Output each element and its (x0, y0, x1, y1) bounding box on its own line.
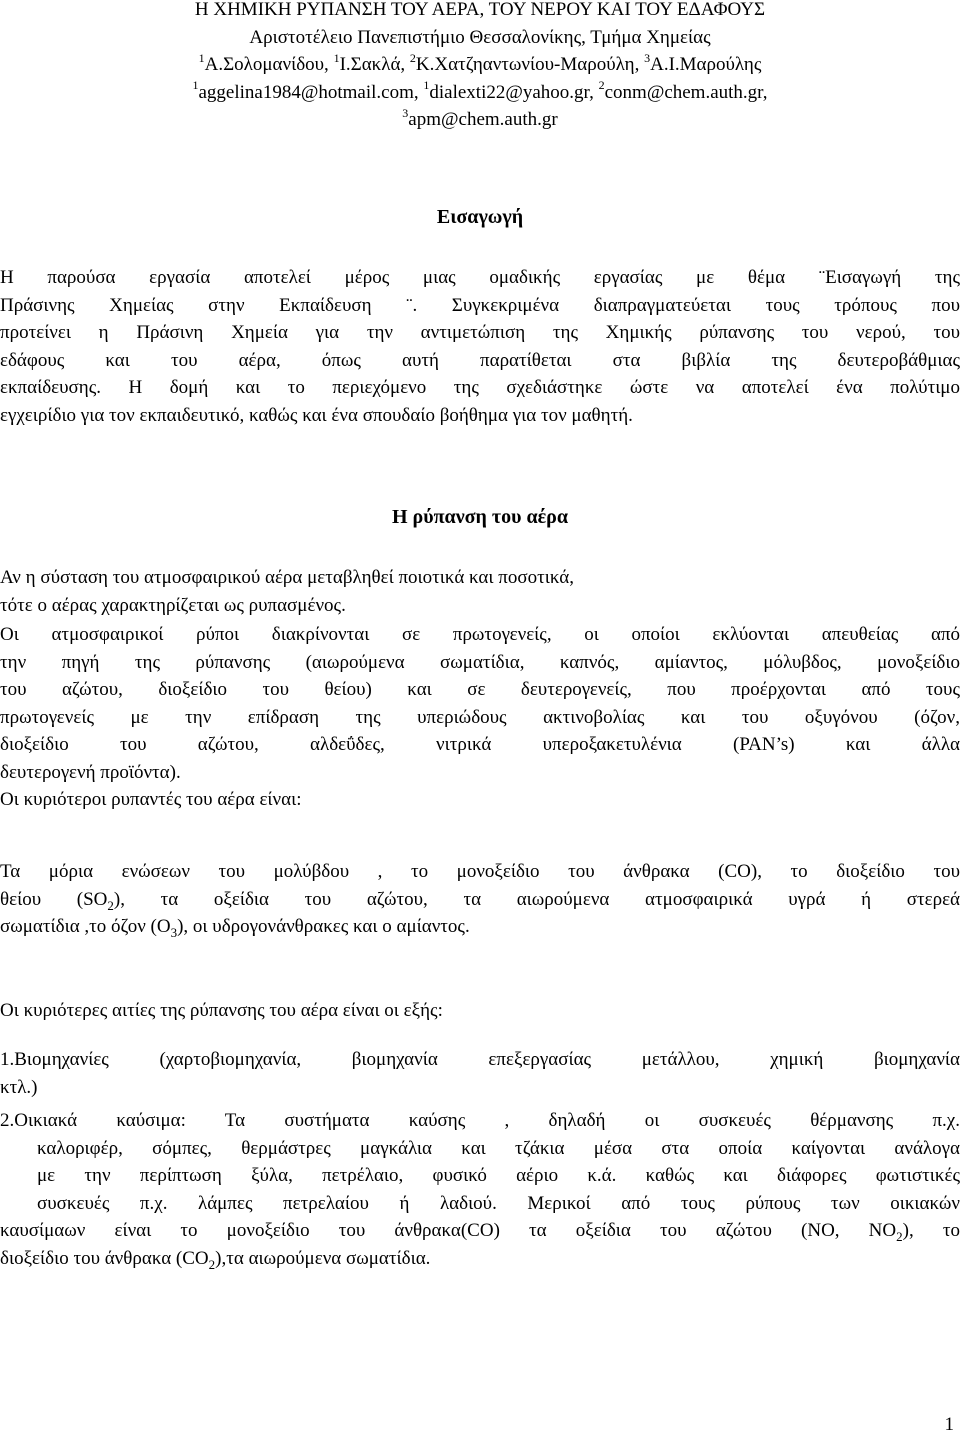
text-run: ), οι υδρογονάνθρακες και ο αμίαντος. (177, 916, 470, 937)
author-name: Κ.Χατζηαντωνίου-Μαρούλη, (415, 54, 645, 75)
text-line: Αν η σύσταση του ατμοσφαιρικού αέρα μεταβληθεί ποιοτικά και ποσοτικά, (0, 567, 574, 588)
text-line: συσκευές π.χ. λάμπες πετρελαίου ή λαδιού. Μερικοί από τους ρύπους των οικιακών (37, 1192, 960, 1214)
author-name: Α.Σολομανίδου, (204, 54, 334, 75)
text-line: Τα μόρια ενώσεων του μολύβδου , το μονοξείδιο του άνθρακα (CO), το διοξείδιο του (0, 861, 960, 882)
subscript: 2 (208, 1256, 216, 1272)
text-run: σωματίδια ,το όζον (O (0, 916, 171, 937)
email-sup: 3 (402, 105, 409, 120)
email-link[interactable]: aggelina1984@hotmail.com, (198, 81, 424, 103)
text-run: καυσίμαων είναι το μονοξείδιο του άνθρακα(CO) τα οξείδια του αζώτου (NO, NO (0, 1220, 897, 1241)
subscript: 2 (107, 897, 114, 913)
pollutants-paragraph (0, 621, 960, 814)
text-line: εδάφους και του αέρα, όπως αυτή παρατίθεται στα βιβλία της δευτεροβάθμιας (0, 349, 960, 371)
email-sup: 1 (192, 78, 199, 93)
text-line: κτλ.) (0, 1076, 38, 1098)
page-number: 1 (944, 1414, 954, 1435)
email-link[interactable]: apm@chem.auth.gr (408, 109, 558, 130)
subscript: 3 (170, 924, 178, 940)
paper-header (0, 0, 960, 134)
email-link[interactable]: dialexti22@yahoo.gr, (429, 81, 599, 103)
author-name: Α.Ι.Μαρούλης (650, 54, 762, 75)
text-line: καλοριφέρ, σόμπες, θερμάστρες μαγκάλια και τζάκια μέσα στα οποία καίγονται ανάλογα (37, 1137, 960, 1159)
text-line: τότε ο αέρας χαρακτηρίζεται ως ρυπασμένος. (0, 594, 346, 616)
text-line: διοξείδιο του αζώτου, αλδεΰδες, νιτρικά υπεροξακετυλένια (PAN’s) και άλλα (0, 734, 960, 755)
email-list (0, 79, 960, 107)
text-line: Οι ατμοσφαιρικοί ρύποι διακρίνονται σε πρωτογενείς, οι οποίοι εκλύονται απευθείας από (0, 624, 960, 645)
text-line: 2.Οικιακά καύσιμα: Τα συστήματα καύσης , δηλαδή οι συσκευές θέρμανσης π.χ. (0, 1110, 960, 1131)
email-list-2 (0, 106, 960, 134)
main-pollutants-paragraph (0, 858, 960, 941)
intro-heading: Εισαγωγή (436, 206, 524, 228)
affiliation: Αριστοτέλειο Πανεπιστήμιο Θεσσαλονίκης, Τμήμα Χημείας (249, 26, 711, 48)
text-run: θείου (SO (0, 888, 108, 910)
air-pollution-heading: Η ρύπανση του αέρα (391, 506, 569, 528)
text-line: εκπαίδευσης. Η δομή και το περιεχόμενο της σχεδιάστηκε ώστε να αποτελεί ένα πολύτιμο (0, 377, 960, 398)
text-line: εγχειρίδιο για τον εκπαιδευτικό, καθώς και ένα σπουδαίο βοήθημα για τον μαθητή. (0, 404, 633, 426)
author-name: Ι.Σακλά, (339, 54, 410, 75)
intro-paragraph (0, 264, 960, 429)
text-run: διοξείδιο του άνθρακα (CO (0, 1247, 209, 1269)
email-sup: 1 (423, 78, 430, 93)
text-line (0, 886, 960, 914)
author-list (0, 51, 960, 79)
author-sup: 2 (409, 50, 416, 65)
text-line: 1.Βιομηχανίες (χαρτοβιομηχανία, βιομηχανία επεξεργασίας μετάλλου, χημική βιομηχανία (0, 1049, 960, 1070)
text-line: Οι κυριότερες αιτίες της ρύπανσης του αέρα είναι οι εξής: (0, 1000, 443, 1021)
text-line: προτείνει η Πράσινη Χημεία για την αντιμετώπιση της Χημικής ρύπανσης του νερού, του (0, 322, 960, 343)
text-line: του αζώτου, διοξείδιο του θείου) και σε δευτερογενείς, που προέρχονται από τους (0, 679, 960, 700)
text-run: ), το (902, 1220, 960, 1241)
text-line: την πηγή της ρύπανσης (αιωρούμενα σωματίδια, καπνός, αμίαντος, μόλυβδος, μονοξείδιο (0, 651, 960, 673)
text-line (0, 1217, 960, 1245)
paper-title: Η ΧΗΜΙΚΗ ΡΥΠΑΝΣΗ ΤΟΥ ΑΕΡΑ, ΤΟΥ ΝΕΡΟΥ ΚΑΙ ΤΟΥ ΕΔΑΦΟΥΣ (194, 0, 766, 20)
cause-1 (0, 1046, 960, 1101)
subscript: 2 (896, 1228, 903, 1244)
text-line: Πράσινης Χημείας στην Εκπαίδευση ¨. Συγκεκριμένα διαπραγματεύεται τους τρόπους που (0, 294, 960, 316)
text-line: με την περίπτωση ξύλα, πετρέλαιο, φυσικό αέριο κ.ά. καθώς και διάφορες φωτιστικές (37, 1165, 960, 1186)
causes-intro (0, 997, 960, 1025)
author-sup: 1 (333, 50, 340, 65)
text-line (0, 913, 960, 941)
text-run: ),τα αιωρούμενα σωματίδια. (215, 1247, 431, 1269)
text-line (0, 1245, 960, 1273)
text-line: δευτερογενή προϊόντα). (0, 761, 181, 783)
definition-paragraph (0, 564, 960, 619)
email-sup: 2 (598, 78, 605, 93)
text-line: πρωτογενείς με την επίδραση της υπεριώδους ακτινοβολίας και του οξυγόνου (όζον, (0, 706, 960, 728)
cause-2 (0, 1107, 960, 1272)
main-pollutants-intro: Οι κυριότεροι ρυπαντές του αέρα είναι: (0, 789, 302, 810)
email-link[interactable]: conm@chem.auth.gr, (604, 81, 768, 103)
author-sup: 1 (198, 50, 205, 65)
author-sup: 3 (644, 50, 651, 65)
text-line: Η παρούσα εργασία αποτελεί μέρος μιας ομαδικής εργασίας με θέμα ¨Εισαγωγή της (0, 267, 960, 288)
text-run: ), τα οξείδια του αζώτου, τα αιωρούμενα ατμοσφαιρικά υγρά ή στερεά (113, 888, 960, 910)
